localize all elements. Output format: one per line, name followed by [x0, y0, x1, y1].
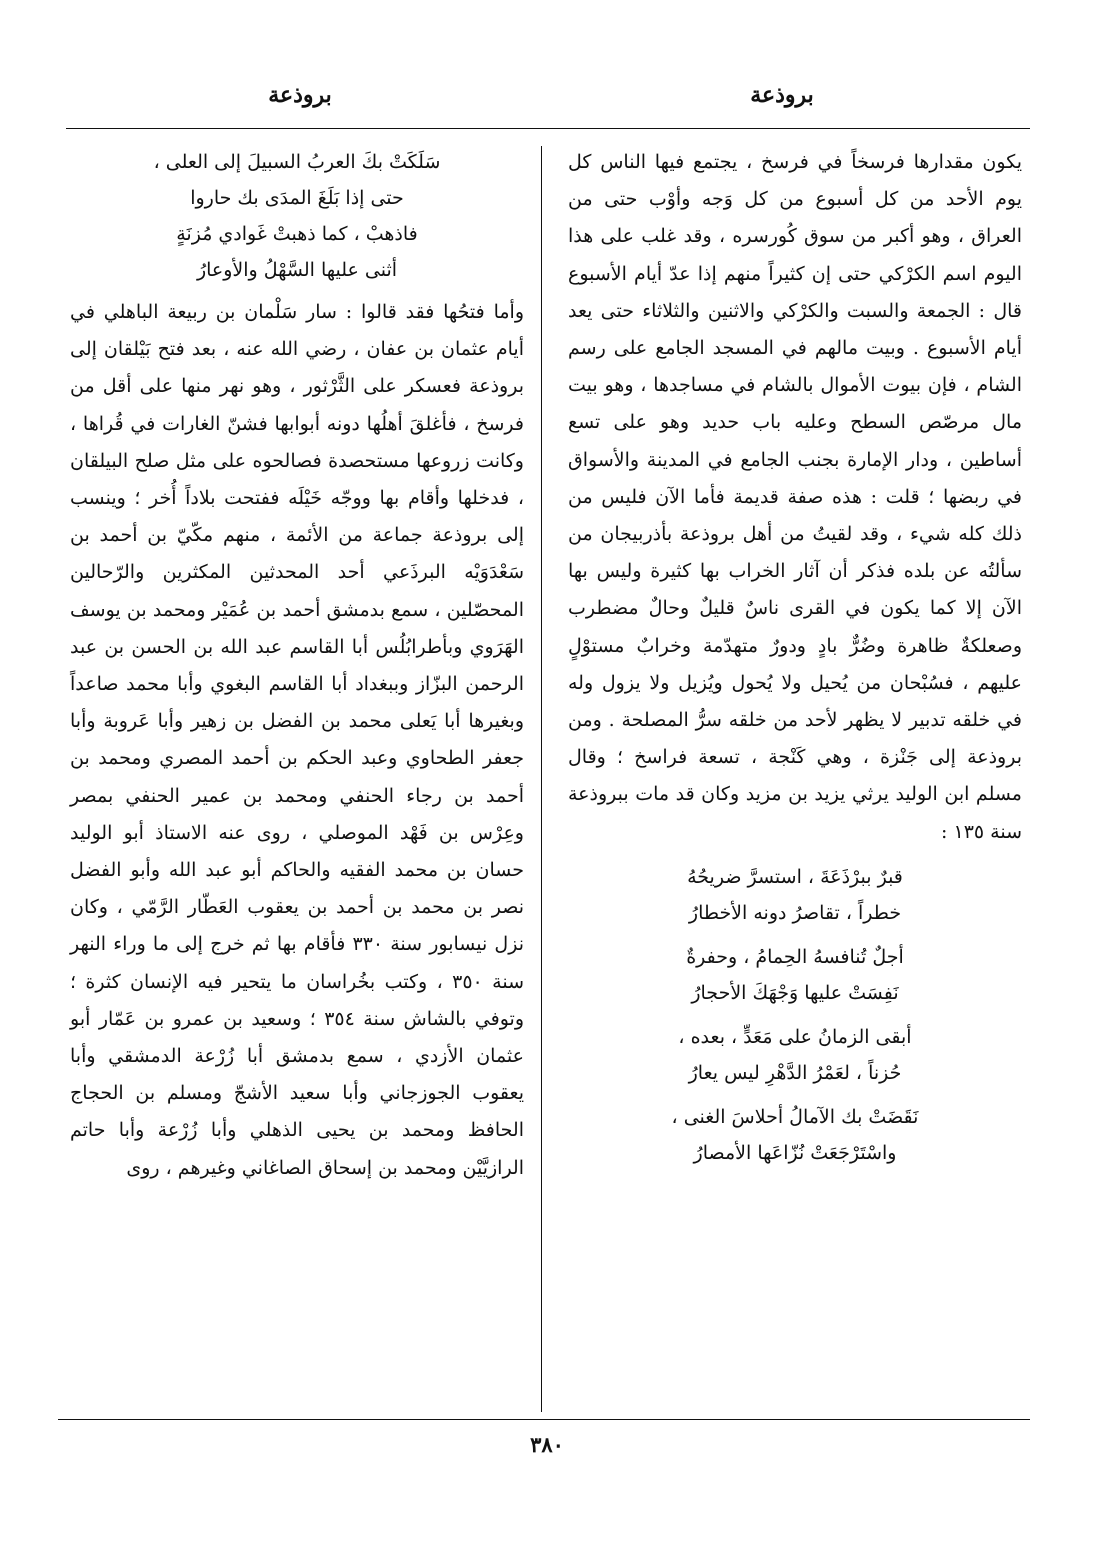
running-head-right: بروذعة [750, 82, 814, 108]
verse-line: سَلَكَتْ بكَ العربُ السبيلَ إلى العلى ، [153, 151, 441, 173]
left-column-prose: وأما فتحُها فقد قالوا : سار سَلْمان بن ربيعة الباهلي في أيام عثمان بن عفان ، رضي الله عنه ، بعد فتح بَيْلقان إلى بروذعة فعسكر على الثَّرْثور ، وهو نهر منها على أقل من فرسخ ، فأغلقَ أهلُها دونه أبوابها فشنّ الغارات في قُراها ، وكانت زروعها مستحصدة فصالحوه على مثل صلح البيلقان ، فدخلها وأقام بها ووجّه خَيْلَه ففتحت بلاداً أُخر ؛ وينسب إلى بروذعة جماعة من الأئمة ، منهم مكّيّ بن أحمد بن سَعْدَوَيْه البرذَعي أحد المحدثين المكثرين والرّحالين المحصّلين ، سمع بدمشق أحمد بن عُمَيْر ومحمد بن يوسف الهَرَوي وبأطرابُلُس أبا القاسم عبد الله بن الحسن بن عبد الرحمن البزّاز وببغداد أبا القاسم البغوي وأبا محمد صاعداً وبغيرها أبا يَعلى محمد بن الفضل بن زهير وأبا عَروبة وأبا جعفر الطحاوي وعبد الحكم بن أحمد المصري ومحمد بن أحمد بن رجاء الحنفي ومحمد بن عمير الحنفي بمصر وعِرْس بن فَهْد الموصلي ، روى عنه الاستاذ أبو الوليد حسان بن محمد الفقيه والحاكم أبو عبد الله وأبو الفضل نصر بن محمد بن أحمد بن يعقوب العَطّار الرَّمّي ، وكان نزل نيسابور سنة ٣٣٠ فأقام بها ثم خرج إلى ما وراء النهر سنة ٣٥٠ ، وكتب بخُراسان ما يتحير فيه الإنسان كثرة ؛ وتوفي بالشاش سنة ٣٥٤ ؛ وسعيد بن عمرو بن عَمّار أبو عثمان الأزدي ، سمع بدمشق أبا زُرْعة الدمشقي وأبا يعقوب الجوزجاني وأبا سعيد الأشجّ ومسلم بن الحجاج الحافظ ومحمد بن يحيى الذهلي وأبا زُرْعة وأبا حاتم الرازيَّيْن ومحمد بن إسحاق الصاغاني وغيرهم ، روى [70, 301, 525, 1179]
right-column-poem [568, 859, 1022, 1171]
verse-line: حُزناً ، لعَمْرُ الدَّهْرِ ليس يعارُ [688, 1061, 902, 1084]
verse-line: خطراً ، تقاصرُ دونه الأخطارُ [688, 901, 902, 924]
verse-line: أجلٌ تُنافسهُ الحِمامُ ، وحفرةٌ [686, 945, 904, 968]
footer-rule [58, 1419, 1030, 1420]
verse-line: قبرٌ ببرْذَعَةَ ، استسرَّ ضريحُهُ [687, 865, 903, 888]
verse-line: نَفِسَتْ عليها وَجْهَكَ الأحجارُ [691, 981, 899, 1004]
verse-line: نَقَضَتْ بك الآمالُ أحلاسَ الغنى ، [671, 1105, 919, 1128]
verse-line: واسْتَرْجَعَتْ نُزّاعَها الأمصارُ [693, 1141, 897, 1164]
page-number: ٣٨٠ [530, 1432, 564, 1457]
verse-line: فاذهبْ ، كما ذهبتْ غَوادي مُزنَةٍ [176, 223, 418, 245]
running-head-left: بروذعة [268, 82, 332, 108]
left-column [70, 144, 524, 1187]
header-rule [66, 128, 1030, 129]
verse-line: أثنى عليها السَّهْلُ والأوعارُ [196, 259, 398, 281]
right-column [568, 144, 1022, 1171]
verse-line: أبقى الزمانُ على مَعَدٍّ ، بعده ، [678, 1025, 912, 1048]
left-column-poem [70, 144, 524, 288]
column-divider [541, 146, 542, 1412]
right-column-prose: يكون مقدارها فرسخاً في فرسخ ، يجتمع فيها الناس كل يوم الأحد من كل أسبوع من كل وَجه وأوْب حتى من العراق ، وهو أكبر من سوق كُورسره ، وقد غلب على هذا اليوم اسم الكرْكي حتى إن كثيراً منهم إذا عدّ أيام الأسبوع قال : الجمعة والسبت والكرْكي والاثنين والثلاثاء حتى يعد أيام الأسبوع . وبيت مالهم في المسجد الجامع على رسم الشام ، فإن بيوت الأموال بالشام في مساجدها ، وهو بيت مال مرصّص السطح وعليه باب حديد وهو على تسع أساطين ، ودار الإمارة بجنب الجامع في المدينة والأسواق في ربضها ؛ قلت : هذه صفة قديمة فأما الآن فليس من ذلك كله شيء ، وقد لقيتُ من أهل بروذعة بأذربيجان من سألتُه عن بلده فذكر أن آثار الخراب بها كثيرة وليس بها الآن إلا كما يكون في القرى ناسٌ قليلٌ وحالٌ مضطرب وصعلكةٌ ظاهرة وضُرٌّ بادٍ ودورٌ متهدّمة وخرابٌ مستوْلٍ عليهم ، فسُبْحان من يُحيل ولا يُحول ويُزيل ولا يزول وله في خلقه تدبير لا يظهر لأحد من خلقه سرُّ المصلحة . ومن بروذعة إلى جَنْزة ، وهي كَنْجة ، تسعة فراسخ ؛ وقال مسلم ابن الوليد يرثي يزيد بن مزيد وكان قد مات ببروذعة سنة ١٣٥ : [568, 151, 1022, 843]
verse-line: حتى إذا بَلَغَ المدَى بك حاروا [190, 187, 404, 209]
